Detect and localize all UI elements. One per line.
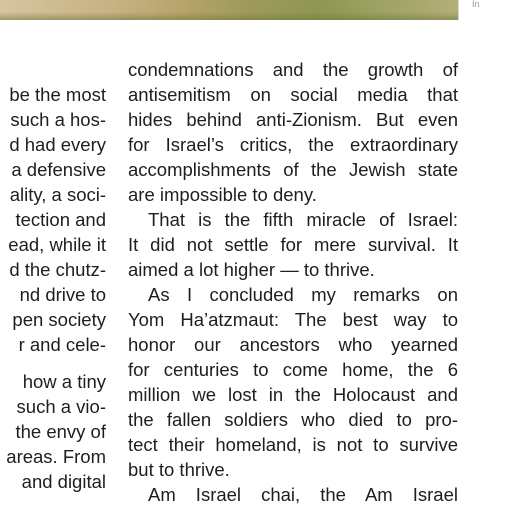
text-line: nd drive to bbox=[19, 284, 106, 305]
text-line: d the chutz- bbox=[9, 259, 106, 280]
page-edge-divider bbox=[458, 0, 459, 20]
paragraph-gap bbox=[0, 357, 106, 369]
text-line: a defensive bbox=[11, 159, 106, 180]
text-line: It did not settle for mere survival. It bbox=[128, 234, 458, 255]
text-line: but to thrive. bbox=[128, 459, 230, 480]
text-line: such a hos- bbox=[10, 109, 106, 130]
text-line: the fallen soldiers who died to pro- bbox=[128, 409, 458, 430]
text-line: r and cele- bbox=[18, 334, 106, 355]
text-line: tect their homeland, is not to survive bbox=[128, 434, 458, 455]
margin-mark: In bbox=[472, 0, 480, 9]
text-line: That is the fifth miracle of Israel: bbox=[148, 209, 458, 230]
left-paragraph-2 bbox=[0, 369, 106, 494]
left-paragraph-1 bbox=[0, 82, 106, 357]
text-line: antisemitism on social media that bbox=[128, 84, 458, 105]
text-line: honor our ancestors who yearned bbox=[128, 334, 458, 355]
text-line: ality, a soci- bbox=[9, 184, 106, 205]
header-photo-strip bbox=[0, 0, 458, 20]
paragraph-4 bbox=[128, 482, 458, 507]
text-line: and digital bbox=[21, 471, 106, 492]
text-line: d had every bbox=[9, 134, 106, 155]
text-line: are impossible to deny. bbox=[128, 184, 317, 205]
text-line: pen society bbox=[12, 309, 106, 330]
text-line: accomplishments of the Jewish state bbox=[128, 159, 458, 180]
text-line: for Israel’s critics, the extraordinary bbox=[128, 134, 458, 155]
text-line: condemnations and the growth of bbox=[128, 59, 458, 80]
paragraph-2 bbox=[128, 207, 458, 282]
text-line: for centuries to come home, the 6 bbox=[128, 359, 458, 380]
text-line: areas. From bbox=[6, 446, 106, 467]
paragraph-1 bbox=[128, 57, 458, 207]
text-line: Am Israel chai, the Am Israel bbox=[148, 484, 458, 505]
text-line: the envy of bbox=[15, 421, 106, 442]
text-line: hides behind anti-Zionism. But even bbox=[128, 109, 458, 130]
text-line: aimed a lot higher — to thrive. bbox=[128, 259, 375, 280]
text-line: how a tiny bbox=[22, 371, 106, 392]
text-line: be the most bbox=[9, 84, 106, 105]
left-text-column bbox=[0, 82, 106, 512]
paragraph-3 bbox=[128, 282, 458, 482]
text-line: Yom Ha’atzmaut: The best way to bbox=[128, 309, 458, 330]
text-line: ead, while it bbox=[8, 234, 106, 255]
text-line: tection and bbox=[15, 209, 106, 230]
right-text-column bbox=[128, 57, 458, 507]
text-line: such a vio- bbox=[16, 396, 106, 417]
text-line: As I concluded my remarks on bbox=[148, 284, 458, 305]
text-line: million we lost in the Holocaust and bbox=[128, 384, 458, 405]
